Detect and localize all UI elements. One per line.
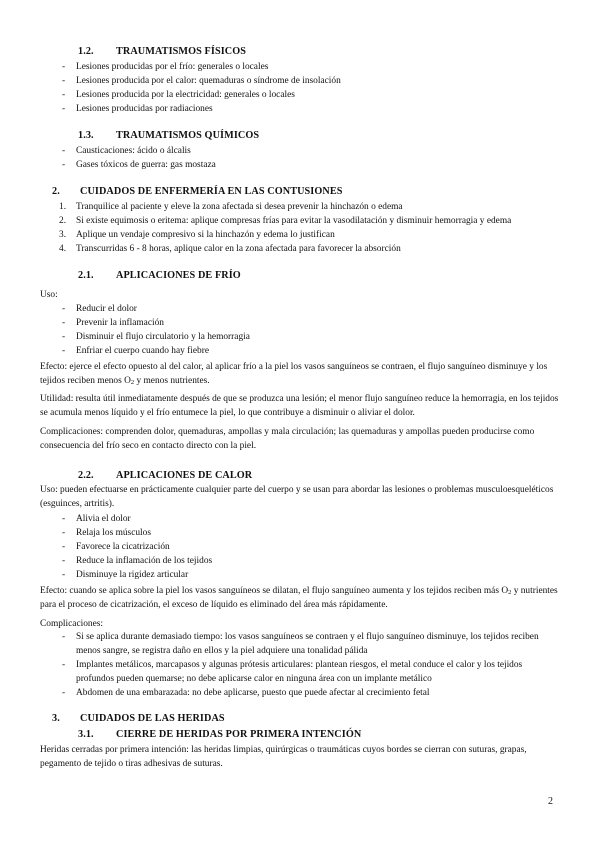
list-complicaciones-calor bbox=[58, 630, 562, 701]
list-item bbox=[58, 228, 558, 242]
list-item: - Lesiones producidas por radiaciones bbox=[58, 102, 558, 116]
list-item: - Prevenir la inflamación bbox=[58, 316, 558, 330]
heading-title: APLICACIONES DE FRÍO bbox=[116, 270, 241, 281]
list-item: - Relaja los músculos bbox=[58, 526, 558, 540]
list-item: - Lesiones producida por el calor: quemaduras o síndrome de insolación bbox=[58, 74, 558, 88]
list-item: - Abdomen de una embarazada: no debe aplicarse, puesto que puede afectar al crecimiento fetal bbox=[58, 686, 562, 700]
heading-2-2 bbox=[78, 468, 252, 483]
subscript: 2 bbox=[130, 379, 135, 387]
uso-label: Uso: bbox=[40, 290, 58, 300]
item-text: Tranquilice al paciente y eleve la zona afectada si desea prevenir la hinchazón o edema bbox=[76, 202, 403, 212]
complicaciones-label: Complicaciones: bbox=[40, 619, 104, 629]
heading-title: CUIDADOS DE LAS HERIDAS bbox=[80, 713, 225, 724]
list-item bbox=[58, 214, 558, 228]
heading-2 bbox=[52, 184, 343, 199]
subscript: 2 bbox=[508, 589, 512, 596]
heading-number: 3. bbox=[52, 713, 60, 724]
list-item: - Favorece la cicatrización bbox=[58, 540, 558, 554]
heading-number: 3.1. bbox=[78, 729, 94, 740]
list-item: - Reducir el dolor bbox=[58, 302, 558, 316]
list-usos-frio bbox=[58, 302, 558, 358]
list-item: - Implantes metálicos, marcapasos y algunas prótesis articulares: plantean riesgos, el metal conduce el calor y los tejidos profundos pueden quemarse; no debe aplicarse calor en ninguna área con un implante metálico bbox=[58, 658, 562, 686]
list-item: - Alivia el dolor bbox=[58, 512, 558, 526]
heading-number: 2.1. bbox=[78, 270, 94, 281]
list-item: - Disminuye la rigidez articular bbox=[58, 568, 558, 582]
list-item: - Gases tóxicos de guerra: gas mostaza bbox=[58, 158, 558, 172]
list-item: - Enfriar el cuerpo cuando hay fiebre bbox=[58, 344, 558, 358]
item-text: Transcurridas 6 - 8 horas, aplique calor en la zona afectada para favorecer la absorción bbox=[76, 244, 401, 255]
text: y nutrientes para el proceso de cicatrización, el exceso de líquido es eliminado del área más rápidamente. bbox=[40, 586, 558, 611]
uso-calor-paragraph: Uso: pueden efectuarse en prácticamente cualquier parte del cuerpo y se usan para abordar las lesiones o problemas musculoesqueléticos (esguinces, artritis). bbox=[40, 485, 554, 510]
list-item: - Causticaciones: ácido o álcalis bbox=[58, 144, 558, 158]
item-number: 3. bbox=[59, 230, 67, 241]
heading-title: TRAUMATISMOS QUÍMICOS bbox=[116, 130, 260, 141]
heading-title: CUIDADOS DE ENFERMERÍA EN LAS CONTUSIONES bbox=[80, 186, 343, 197]
list-usos-calor bbox=[58, 512, 558, 583]
list-item: - Si se aplica durante demasiado tiempo: los vasos sanguíneos se contraen y el flujo sanguíneo disminuye, los tejidos reciben menos sangre, se registra daño en ellos y la piel adquiere una tonalidad pálida bbox=[58, 630, 562, 658]
heading-3 bbox=[52, 711, 225, 726]
item-number: 4. bbox=[59, 244, 67, 255]
heading-title: TRAUMATISMOS FÍSICOS bbox=[116, 46, 247, 57]
list-cuidados-contusiones bbox=[58, 200, 558, 256]
heading-3-1 bbox=[78, 727, 361, 742]
utilidad-paragraph: Utilidad: resulta útil inmediatamente después de que se produzca una lesión; el menor flujo sanguíneo reduce la hemorragia, en los tejidos se acumula menos líquido y el frío entumece la piel, lo que contribuye a disminuir o aliviar el dolor. bbox=[40, 394, 559, 419]
list-item: - Lesiones producidas por el frío: generales o locales bbox=[58, 60, 558, 74]
list-item: - Reduce la inflamación de los tejidos bbox=[58, 554, 558, 568]
heading-title: CIERRE DE HERIDAS POR PRIMERA INTENCIÓN bbox=[116, 729, 362, 740]
cierre-heridas-paragraph: Heridas cerradas por primera intención: las heridas limpias, quirúrgicas o traumáticas cuyos bordes se cierran con suturas, grapas, pegamento de tejido o tiras adhesivas de suturas. bbox=[40, 745, 527, 770]
list-item: - Lesiones producida por la electricidad: generales o locales bbox=[58, 88, 558, 102]
efecto-frio-paragraph bbox=[40, 360, 562, 388]
item-text: Aplique un vendaje compresivo si la hinchazón y edema lo justifican bbox=[76, 230, 335, 241]
heading-1-3 bbox=[78, 128, 259, 143]
heading-number: 1.2. bbox=[78, 46, 94, 57]
item-number: 1. bbox=[59, 202, 67, 212]
heading-title: APLICACIONES DE CALOR bbox=[116, 470, 253, 481]
item-number: 2. bbox=[59, 216, 67, 227]
item-text: Si existe equimosis o eritema: aplique compresas frías para evitar la vasodilatación y disminuir hemorragia y edema bbox=[76, 216, 512, 227]
page-number: 2 bbox=[548, 796, 553, 807]
list-traumatismos-quimicos bbox=[58, 144, 558, 172]
text: Efecto: ejerce el efecto opuesto al del calor, al aplicar frío a la piel los vasos sanguíneos se contraen, el flujo sanguíneo disminuye y los tejidos reciben menos O bbox=[40, 362, 548, 387]
heading-number: 2. bbox=[52, 186, 60, 197]
text: Efecto: cuando se aplica sobre la piel los vasos sanguíneos se dilatan, el flujo sanguíneo aumenta y los tejidos reciben más O bbox=[40, 586, 509, 596]
heading-2-1 bbox=[78, 268, 241, 283]
heading-number: 1.3. bbox=[78, 130, 94, 141]
list-item: - Disminuir el flujo circulatorio y la hemorragia bbox=[58, 330, 558, 344]
heading-1-2 bbox=[78, 44, 246, 59]
list-traumatismos-fisicos bbox=[58, 60, 558, 116]
efecto-calor-paragraph bbox=[40, 584, 562, 612]
text: y menos nutrientes. bbox=[134, 376, 210, 387]
list-item bbox=[58, 242, 558, 256]
heading-number: 2.2. bbox=[78, 470, 94, 481]
complicaciones-frio-paragraph: Complicaciones: comprenden dolor, quemaduras, ampollas y mala circulación; las quemaduras y ampollas pueden producirse como consecuencia del frío seco en contacto directo con la piel. bbox=[40, 427, 535, 452]
list-item bbox=[58, 200, 558, 214]
